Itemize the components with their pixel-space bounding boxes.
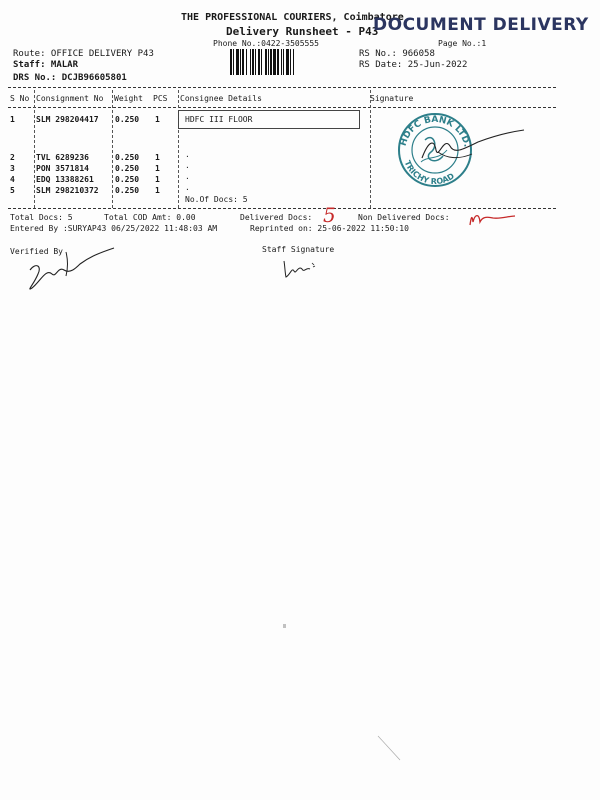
divider-summary <box>8 208 556 209</box>
row4-details: . <box>185 172 190 181</box>
scan-speck <box>283 624 286 628</box>
row1-consignment: SLM 298204417 <box>36 115 99 124</box>
non-delivered-docs-label: Non Delivered Docs: <box>358 213 450 222</box>
row5-weight: 0.250 <box>115 186 140 195</box>
phone-number: Phone No.:0422-3505555 <box>213 39 319 48</box>
barcode-bar <box>252 49 254 75</box>
barcode-bar <box>246 49 247 75</box>
col-sno: S No <box>10 94 30 103</box>
consignee-box <box>178 110 360 129</box>
row1-sno: 1 <box>10 115 15 124</box>
delivered-count-handwritten: 5 <box>323 203 336 227</box>
row3-consignment: PON 3571814 <box>36 164 89 173</box>
route-label: Route: OFFICE DELIVERY P43 <box>13 49 154 59</box>
barcode-bar <box>273 49 276 75</box>
barcode-bar <box>236 49 239 75</box>
barcode-bar <box>283 49 284 75</box>
divider-top <box>8 87 556 88</box>
row1-pcs: 1 <box>155 115 160 124</box>
divider-header <box>8 107 556 108</box>
barcode-bar <box>250 49 251 75</box>
entered-by: Entered By :SURYAP43 06/25/2022 11:48:03 AM <box>10 224 218 233</box>
row1-weight: 0.250 <box>115 115 140 124</box>
barcode-bar <box>290 49 291 75</box>
col-weight: Weight <box>114 94 143 103</box>
rs-date: RS Date: 25-Jun-2022 <box>359 60 468 70</box>
col-consignment: Consignment No <box>36 94 104 103</box>
barcode-bar <box>268 49 269 75</box>
staff-signature-label: Staff Signature <box>262 245 335 254</box>
col-separator <box>34 90 35 208</box>
row3-weight: 0.250 <box>115 164 140 173</box>
total-cod-amount: Total COD Amt: 0.00 <box>104 213 196 222</box>
col-pcs: PCS <box>153 94 168 103</box>
row1-details: HDFC III FLOOR <box>185 115 253 124</box>
row3-sno: 3 <box>10 164 15 173</box>
col-separator <box>178 90 179 208</box>
barcode-bar <box>261 49 262 75</box>
row2-sno: 2 <box>10 153 15 162</box>
col-separator <box>112 90 113 208</box>
row2-consignment: TVL 6289236 <box>36 153 89 162</box>
barcode-bar <box>230 49 232 75</box>
barcode-bar <box>281 49 282 75</box>
barcode-bar <box>293 49 294 75</box>
row4-weight: 0.250 <box>115 175 140 184</box>
no-of-docs: No.Of Docs: 5 <box>185 195 248 204</box>
col-consignee: Consignee Details <box>180 94 262 103</box>
row5-pcs: 1 <box>155 186 160 195</box>
verified-by-label: Verified By <box>10 247 63 256</box>
barcode-bar <box>233 49 234 75</box>
barcode-bar <box>270 49 272 75</box>
barcode-bar <box>286 49 289 75</box>
verifier-signature <box>22 244 122 294</box>
barcode-bar <box>258 49 260 75</box>
row4-sno: 4 <box>10 175 15 184</box>
drs-number: DRS No.: DCJB96605801 <box>13 73 127 83</box>
barcode <box>230 49 333 79</box>
row4-consignment: EDQ 13388261 <box>36 175 94 184</box>
row2-details: . <box>185 150 190 159</box>
page-number: Page No.:1 <box>438 39 487 48</box>
staff-signature <box>280 257 320 281</box>
barcode-bar <box>242 49 244 75</box>
rs-number: RS No.: 966058 <box>359 49 435 59</box>
row3-pcs: 1 <box>155 164 160 173</box>
consignee-signature <box>418 128 528 168</box>
row4-pcs: 1 <box>155 175 160 184</box>
row3-details: . <box>185 161 190 170</box>
company-name: THE PROFESSIONAL COURIERS, Coimbatore <box>181 12 404 23</box>
runsheet-title: Delivery Runsheet - P43 <box>226 25 379 38</box>
stamp-text-top: HDFC BANK LTD. <box>398 114 472 148</box>
row2-pcs: 1 <box>155 153 160 162</box>
reprinted-on: Reprinted on: 25-06-2022 11:50:10 <box>250 224 409 233</box>
col-separator <box>370 90 371 208</box>
barcode-bar <box>240 49 241 75</box>
non-delivered-mark <box>467 210 517 228</box>
stamp-text-bottom: TRICHY ROAD <box>402 159 456 187</box>
row2-weight: 0.250 <box>115 153 140 162</box>
delivered-docs-label: Delivered Docs: <box>240 213 313 222</box>
row5-details: . <box>185 183 190 192</box>
barcode-bar <box>277 49 279 75</box>
row5-consignment: SLM 298210372 <box>36 186 99 195</box>
row5-sno: 5 <box>10 186 15 195</box>
staff-label: Staff: MALAR <box>13 60 79 70</box>
col-signature: Signature <box>370 94 414 103</box>
barcode-bar <box>255 49 256 75</box>
document-delivery-stamp: DOCUMENT DELIVERY <box>373 15 589 35</box>
total-docs: Total Docs: 5 <box>10 213 73 222</box>
scan-mark <box>376 734 402 762</box>
barcode-bar <box>265 49 267 75</box>
